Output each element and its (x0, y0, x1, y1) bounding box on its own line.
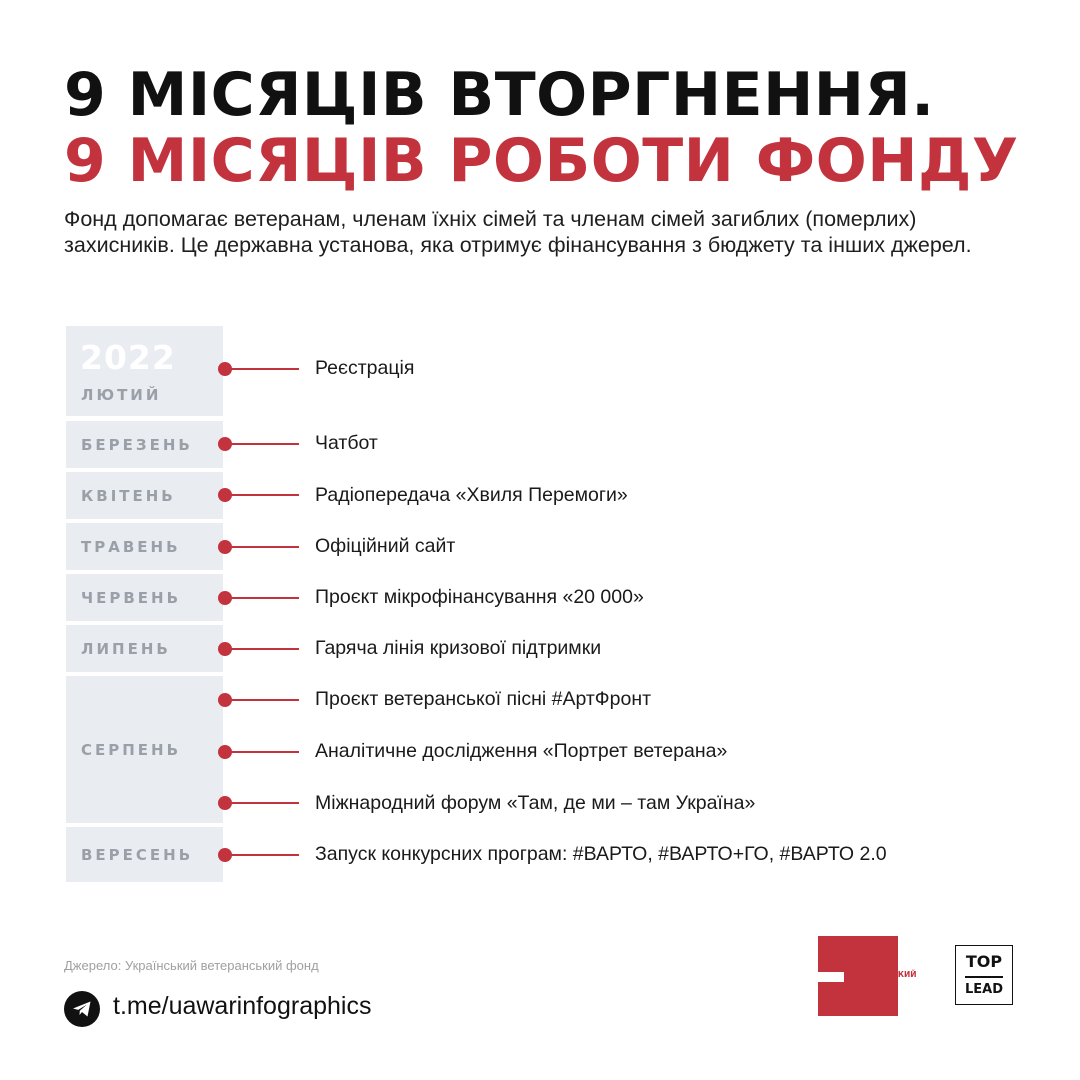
timeline-connector (230, 751, 299, 753)
timeline-connector (230, 546, 299, 548)
timeline-connector (230, 443, 299, 445)
telegram-icon (64, 991, 100, 1027)
year-label: 2022 (80, 338, 176, 377)
fund-logo-line-2: ВЕТЕРАНСЬКИЙ (848, 970, 917, 979)
month-label-august: СЕРПЕНЬ (66, 676, 223, 823)
month-label-march: БЕРЕЗЕНЬ (66, 421, 223, 468)
timeline-connector (230, 648, 299, 650)
toplead-top: TOP (965, 952, 1003, 971)
event-item: Гаряча лінія кризової підтримки (315, 637, 602, 659)
event-item: Радіопередача «Хвиля Перемоги» (315, 484, 628, 506)
event-item: Проєкт ветеранської пісні #АртФронт (315, 688, 652, 710)
event-item: Чатбот (315, 432, 378, 454)
source-note: Джерело: Український ветеранський фонд (64, 958, 319, 973)
toplead-divider (965, 976, 1003, 978)
month-label-february: ЛЮТИЙ (81, 386, 162, 404)
month-label-april: КВІТЕНЬ (66, 472, 223, 519)
toplead-bottom: LEAD (964, 982, 1004, 997)
intro-text: Фонд допомагає ветеранам, членам їхніх сімей та членам сімей загиблих (померлих) захисників. Це державна установа, яка отримує фінансування з бюджету та інших джерел. (64, 207, 972, 257)
timeline-connector (230, 854, 299, 856)
timeline-connector (230, 802, 299, 804)
month-label-june: ЧЕРВЕНЬ (66, 574, 223, 621)
fund-logo-line-1: УКРАЇНСЬКИЙ (848, 965, 890, 971)
telegram-link[interactable]: t.me/uawarinfographics (113, 992, 372, 1020)
fund-logo-notch (818, 972, 844, 982)
event-item: Міжнародний форум «Там, де ми – там Україна» (315, 792, 756, 814)
event-item: Проєкт мікрофінансування «20 000» (315, 586, 644, 608)
timeline-connector (230, 494, 299, 496)
month-label-september: ВЕРЕСЕНЬ (66, 827, 223, 882)
event-item: Аналітичне дослідження «Портрет ветерана» (315, 740, 728, 762)
toplead-logo (955, 945, 1013, 1005)
veteran-fund-logo-text (848, 965, 917, 985)
timeline-connector (230, 368, 299, 370)
title-line-2: 9 МІСЯЦІВ РОБОТИ ФОНДУ (64, 126, 1019, 196)
event-item: Реєстрація (315, 357, 415, 379)
timeline-connector (230, 699, 299, 701)
timeline-connector (230, 597, 299, 599)
event-item: Офіційний сайт (315, 535, 456, 557)
fund-logo-line-3: ФОНД (848, 979, 866, 985)
page-title (64, 62, 1019, 194)
title-line-1: 9 МІСЯЦІВ ВТОРГНЕННЯ. (64, 60, 935, 130)
month-label-may: ТРАВЕНЬ (66, 523, 223, 570)
month-label-july: ЛИПЕНЬ (66, 625, 223, 672)
event-item: Запуск конкурсних програм: #ВАРТО, #ВАРТО+ГО, #ВАРТО 2.0 (315, 843, 887, 865)
